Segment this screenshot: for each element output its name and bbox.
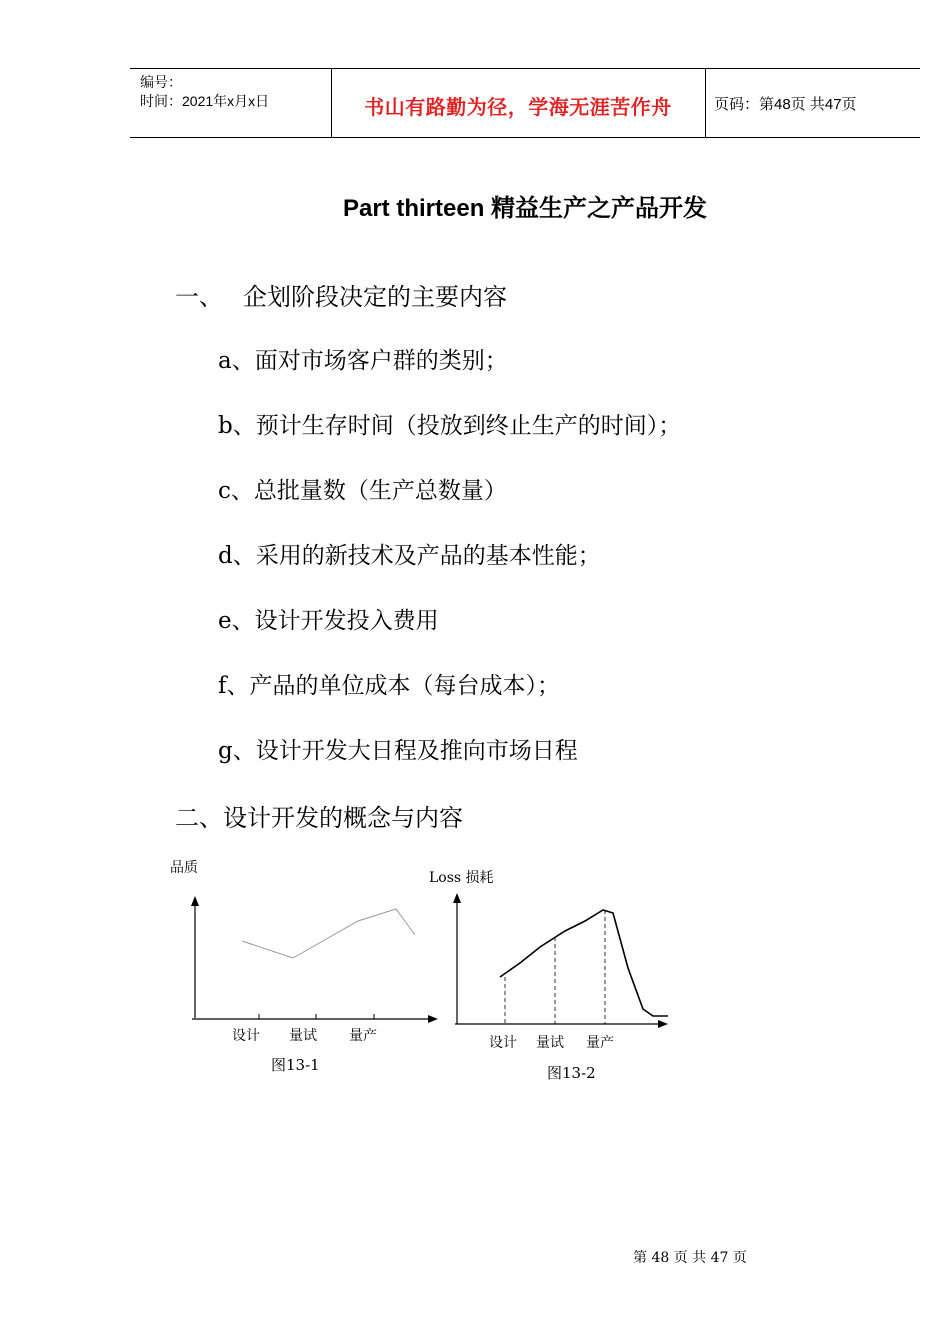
page-footer: 第 48 页 共 47 页 xyxy=(633,1250,747,1266)
chart2-y-label: Loss 损耗 xyxy=(429,870,494,886)
header-time-label: 时间：2021年x月x日 xyxy=(140,93,270,109)
list-item: f、产品的单位成本（每台成本）； xyxy=(218,673,561,699)
chart1-caption: 图13-1 xyxy=(271,1056,320,1074)
list-item: d、采用的新技术及产品的基本性能； xyxy=(218,543,601,569)
header-divider xyxy=(705,69,706,137)
chart2-tick-label: 设计 xyxy=(489,1035,517,1051)
document-title: Part thirteen 精益生产之产品开发 xyxy=(342,195,708,222)
header-page-info: 页码：第48页 共47页 xyxy=(714,96,857,113)
header-meta xyxy=(140,73,269,111)
section2-heading: 二、设计开发的概念与内容 xyxy=(175,804,463,832)
chart1-tick-label: 量试 xyxy=(289,1028,317,1044)
list-item: c、总批量数（生产总数量） xyxy=(218,478,507,504)
chart1-series-line xyxy=(242,909,415,958)
chart2-series-line xyxy=(500,910,668,1016)
list-item: b、预计生存时间（投放到终止生产的时间）； xyxy=(218,413,682,439)
section1-heading-number: 一、 xyxy=(175,283,223,311)
chart2-tick-label: 量试 xyxy=(536,1035,564,1051)
chart2-x-arrow xyxy=(658,1020,668,1028)
chart1-tick-label: 设计 xyxy=(232,1028,260,1044)
page-header xyxy=(130,68,920,138)
chart2-plot xyxy=(445,885,675,1035)
chart2-tick-label: 量产 xyxy=(586,1035,614,1051)
chart2-caption: 图13-2 xyxy=(547,1064,596,1082)
list-item: g、设计开发大日程及推向市场日程 xyxy=(218,738,578,764)
chart1-plot xyxy=(180,888,450,1033)
list-item: e、设计开发投入费用 xyxy=(218,608,439,634)
section1-heading: 企划阶段决定的主要内容 xyxy=(243,283,507,311)
chart1-y-label: 品质 xyxy=(170,860,198,876)
list-item: a、面对市场客户群的类别； xyxy=(218,348,508,374)
chart1-y-arrow xyxy=(191,896,199,906)
header-number-label: 编号： xyxy=(140,74,182,90)
chart1-tick-label: 量产 xyxy=(349,1028,377,1044)
header-motto: 书山有路勤为径，学海无涯苦作舟 xyxy=(364,95,672,119)
chart2-y-arrow xyxy=(453,893,461,903)
chart1-x-arrow xyxy=(428,1015,438,1023)
